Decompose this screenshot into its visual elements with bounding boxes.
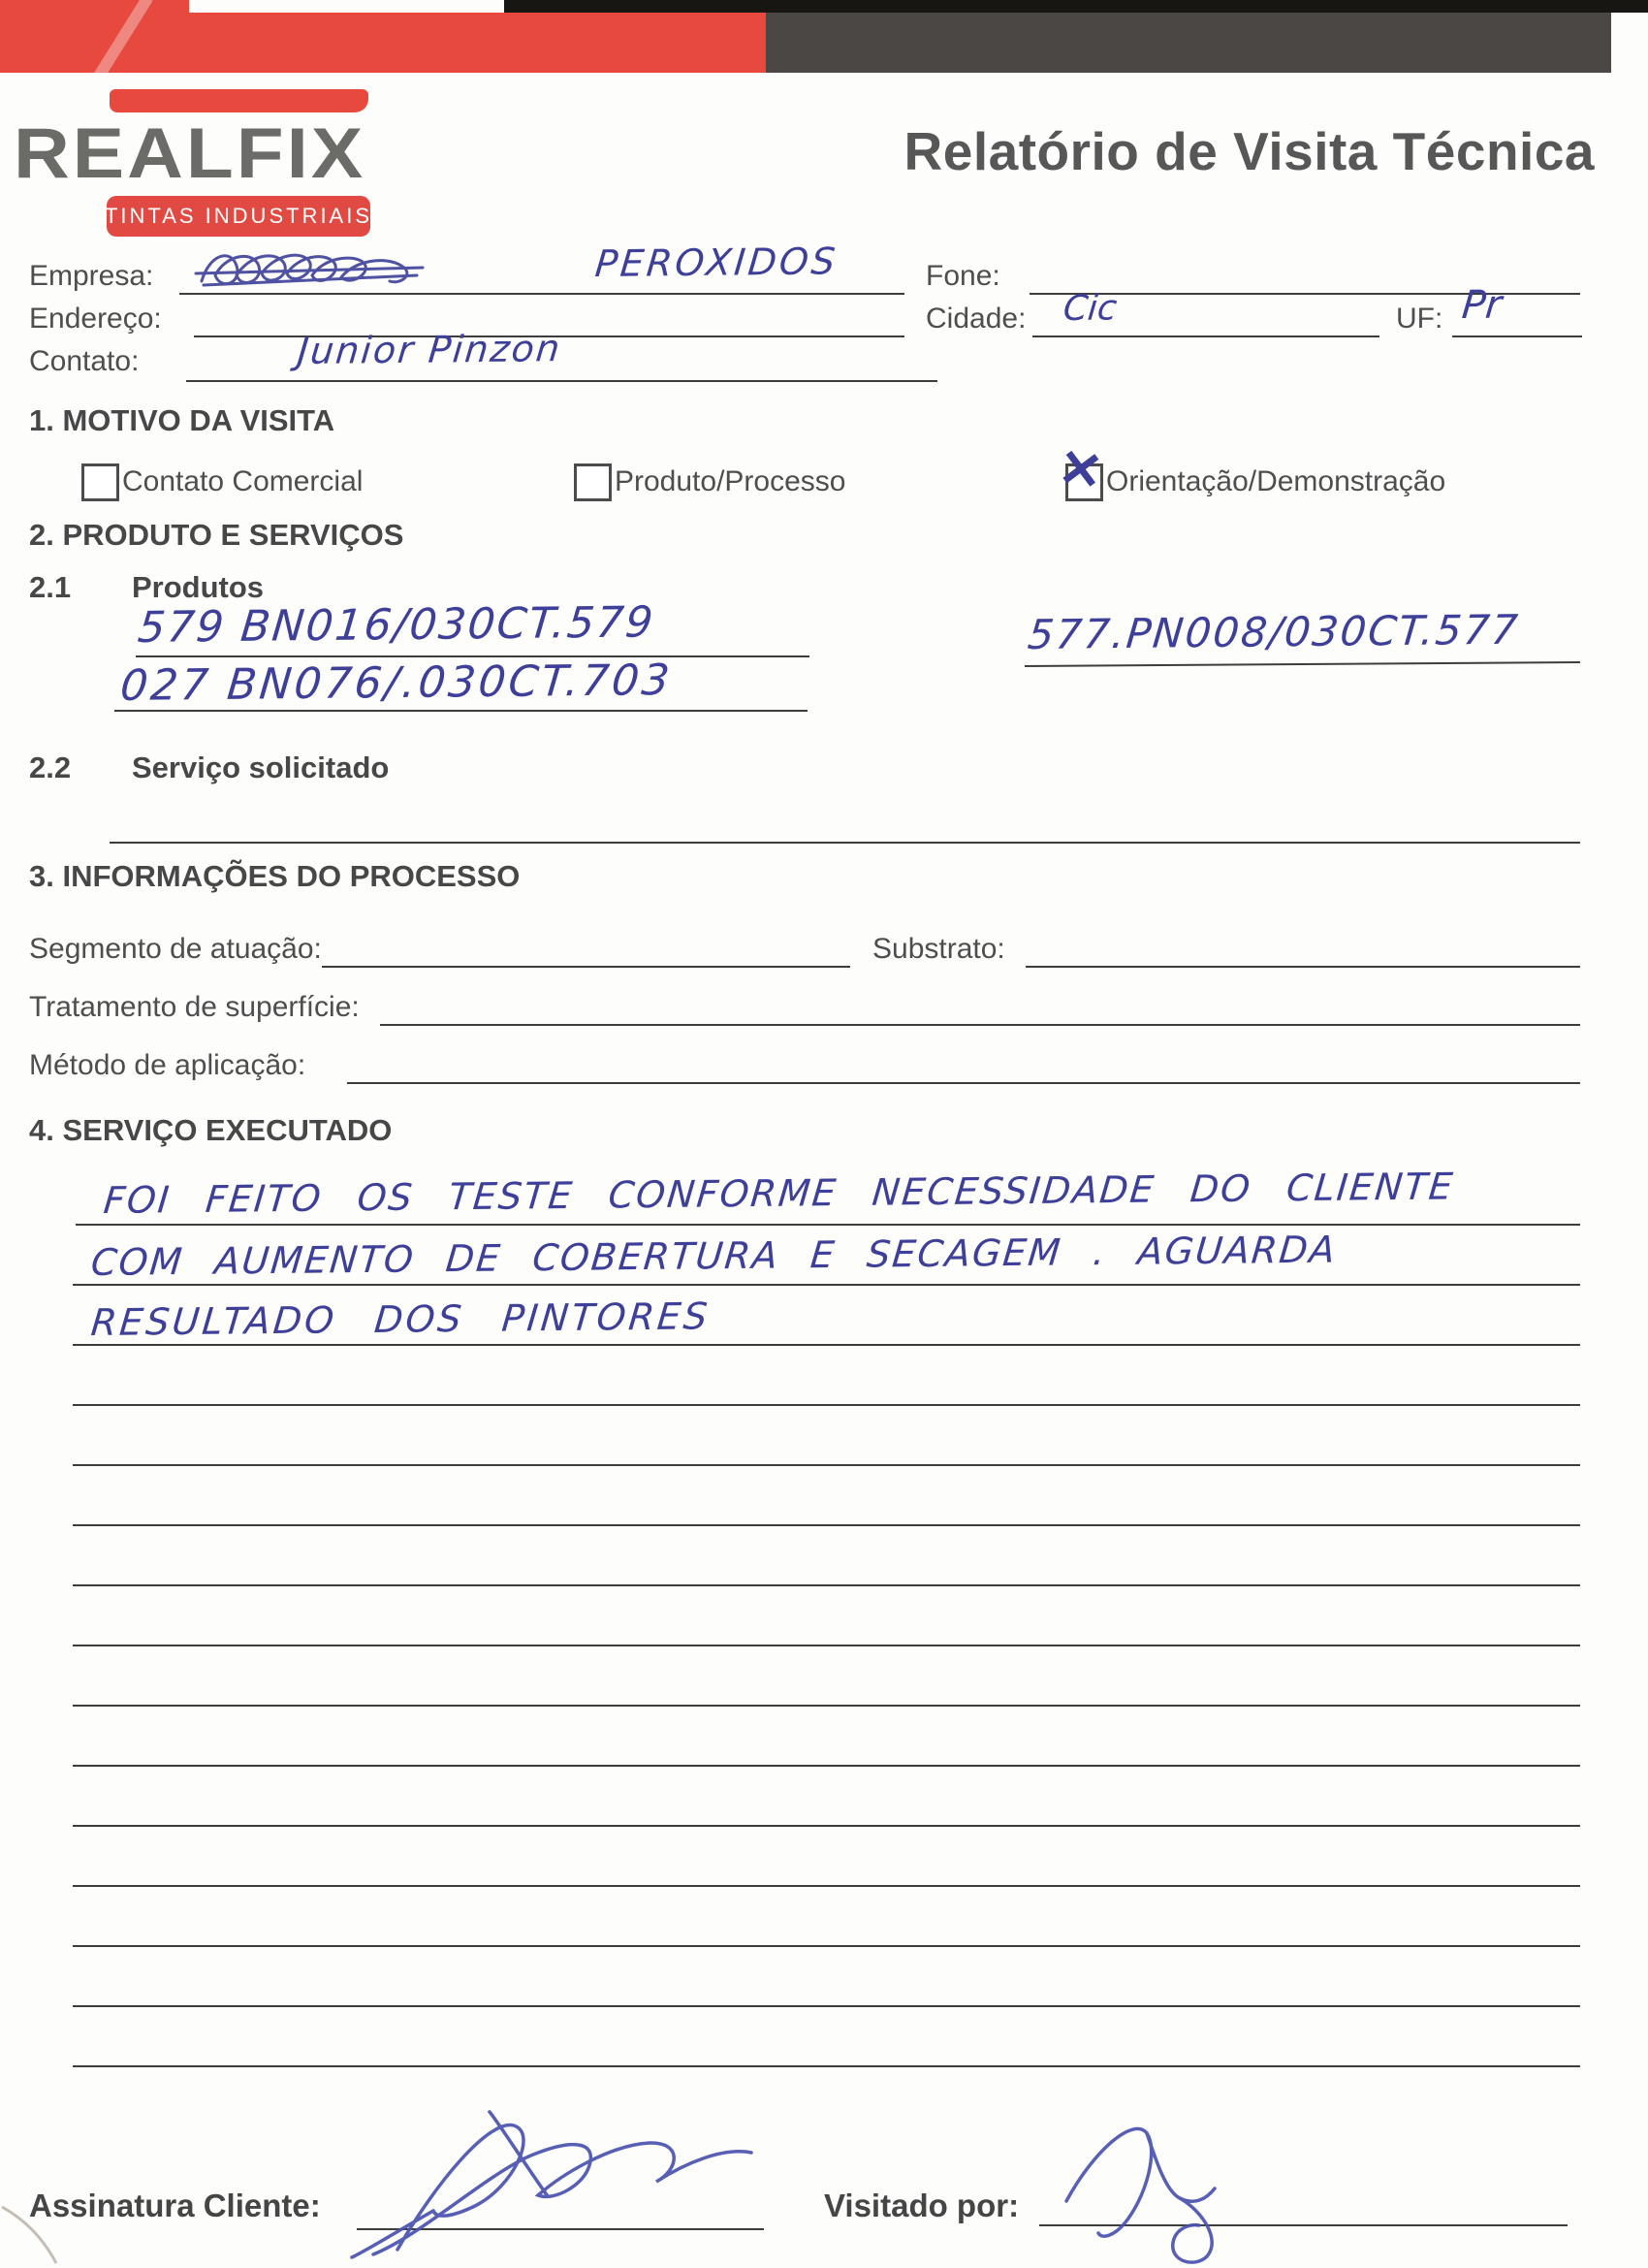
ruled-line <box>73 1825 1580 1827</box>
section4-heading: 4. SERVIÇO EXECUTADO <box>29 1113 393 1147</box>
scratched-word-scribble <box>194 246 436 297</box>
metodo-label: Método de aplicação: <box>29 1049 306 1081</box>
metodo-line <box>347 1082 1580 1084</box>
servico-solicitado-rule <box>110 842 1580 844</box>
empresa-handwritten-value: PEROXIDOS <box>593 240 840 285</box>
contato-label: Contato: <box>29 345 140 377</box>
client-signature <box>344 2104 771 2259</box>
tratamento-line <box>380 1024 1580 1026</box>
brand-logo: REALFIX <box>14 112 366 193</box>
cidade-handwritten-value: Cic <box>1062 288 1119 329</box>
produto-line1-left-handwriting: 579 BN016/030CT.579 <box>136 597 657 653</box>
ruled-line <box>73 1404 1580 1406</box>
ruled-line <box>76 1224 1580 1226</box>
ruled-line <box>73 1284 1580 1286</box>
segmento-line <box>322 966 850 968</box>
substrato-line <box>1026 966 1580 968</box>
ruled-line <box>73 1524 1580 1526</box>
servico-executado-handwriting-1: FOI FEITO OS TESTE CONFORME NECESSIDADE DO CLIENTE <box>102 1165 1457 1222</box>
checkbox-produto-processo <box>574 463 612 501</box>
contato-line <box>186 380 937 382</box>
section2-1-number: 2.1 <box>29 570 72 604</box>
endereco-label: Endereço: <box>29 303 162 335</box>
top-black-strip <box>504 0 1648 13</box>
checkbox-contato-comercial-label: Contato Comercial <box>122 465 364 497</box>
servico-executado-handwriting-3: RESULTADO DOS PINTORES <box>89 1294 713 1344</box>
x-mark-icon: ✕ <box>1055 438 1107 502</box>
substrato-label: Substrato: <box>872 933 1005 965</box>
produto-line2-left-handwriting: 027 BN076/.030CT.703 <box>118 655 675 711</box>
segmento-label: Segmento de atuação: <box>29 933 322 965</box>
header-dark-band <box>766 13 1611 73</box>
produto-line2-left-rule <box>114 710 808 712</box>
ruled-line <box>73 1464 1580 1466</box>
page-corner-curl-mark <box>0 2199 78 2268</box>
ruled-line <box>73 2065 1580 2067</box>
ruled-line <box>73 1645 1580 1646</box>
cidade-line <box>1032 335 1379 337</box>
servico-executado-handwriting-2: COM AUMENTO DE COBERTURA E SECAGEM . AGUARDA <box>89 1228 1339 1284</box>
checkbox-contato-comercial <box>81 463 119 501</box>
brand-tagline-badge: TINTAS INDUSTRIAIS <box>107 196 370 237</box>
logo-red-bar <box>110 89 368 112</box>
section2-heading: 2. PRODUTO E SERVIÇOS <box>29 518 404 552</box>
uf-line <box>1452 335 1582 337</box>
visitado-por-label: Visitado por: <box>824 2188 1020 2223</box>
section2-2-number: 2.2 <box>29 751 72 784</box>
ruled-line <box>73 1885 1580 1887</box>
ruled-line <box>73 1705 1580 1707</box>
ruled-line <box>73 1344 1580 1346</box>
fone-label: Fone: <box>926 260 1000 292</box>
assinatura-cliente-label: Assinatura Cliente: <box>29 2188 321 2223</box>
ruled-line <box>73 2005 1580 2007</box>
contato-handwritten-value: Junior Pinzon <box>296 327 564 372</box>
section1-heading: 1. MOTIVO DA VISITA <box>29 403 335 437</box>
ruled-line <box>73 1584 1580 1586</box>
tratamento-label: Tratamento de superfície: <box>29 991 360 1023</box>
ruled-line <box>73 1945 1580 1947</box>
section2-2-title: Serviço solicitado <box>132 751 390 784</box>
checkbox-orientacao-demonstracao-label: Orientação/Demonstração <box>1106 465 1446 497</box>
produto-line1-right-rule <box>1025 661 1580 667</box>
produto-line1-right-handwriting: 577.PN008/030CT.577 <box>1026 605 1522 658</box>
visitor-signature <box>1042 2109 1314 2268</box>
page-title: Relatório de Visita Técnica <box>903 121 1595 181</box>
cidade-label: Cidade: <box>926 303 1027 335</box>
section3-heading: 3. INFORMAÇÕES DO PROCESSO <box>29 859 521 893</box>
ruled-line <box>73 1765 1580 1767</box>
empresa-label: Empresa: <box>29 260 154 292</box>
section2-1-title: Produtos <box>132 570 265 604</box>
uf-label: UF: <box>1396 303 1443 335</box>
uf-handwritten-value: Pr <box>1460 282 1504 328</box>
checkbox-produto-processo-label: Produto/Processo <box>615 465 846 497</box>
